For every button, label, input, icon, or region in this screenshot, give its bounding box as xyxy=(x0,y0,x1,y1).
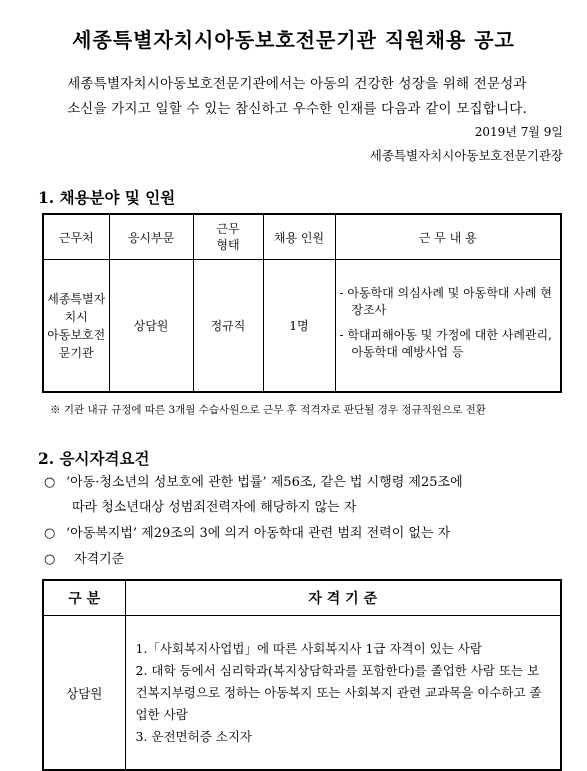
condition-item-1-continued: 따라 청소년대상 성범죄전력자에 해당하지 않는 자 xyxy=(72,500,357,515)
criteria-item: 3. 운전면허증 소지자 xyxy=(135,728,252,744)
criteria-item: 2. 대학 등에서 심리학과(복지상담학과를 포함한다)를 졸업한 사람 또는 보건복지부령으로 정하는 아동복지 또는 사회복지 관련 교과목을 이수하고 졸업한 사람 xyxy=(135,662,542,722)
criteria-item: 1.「사회복지사업법」에 따른 사회복지사 1급 자격이 있는 사람 xyxy=(135,640,482,656)
circle-bullet-icon: ○ xyxy=(44,526,56,541)
section-heading-recruitment: 1. 채용분야 및 인원 xyxy=(38,188,176,207)
cell-count: 1명 xyxy=(263,260,335,393)
table-row xyxy=(43,260,561,393)
header-criteria: 자 격 기 준 xyxy=(125,580,561,616)
intro-line-1: 세종특별자치시아동보호전문기관에서는 아동의 건강한 성장을 위해 전문성과 xyxy=(67,76,527,92)
header-type: 근무 형태 xyxy=(193,214,263,260)
intro-line-2: 소신을 가지고 일할 수 있는 참신하고 우수한 인재를 다음과 같이 모집합니다. xyxy=(67,101,527,117)
condition-text: ‘아동·청소년의 성보호에 관한 법률’ 제56조, 같은 법 시행령 제25조에 xyxy=(66,475,463,490)
header-workplace: 근무처 xyxy=(43,214,109,260)
cell-criteria xyxy=(125,616,561,771)
intro-paragraph xyxy=(22,72,572,122)
condition-text: 자격기준 xyxy=(74,552,125,567)
page-title: 세종특별자치시아동보호전문기관 직원채용 공고 xyxy=(72,28,515,52)
table-row xyxy=(43,616,561,771)
duty-item: - 학대피해아동 및 가정에 대한 사례관리, 아동학대 예방사업 등 xyxy=(339,328,552,359)
recruitment-table-header xyxy=(43,214,561,260)
issuer-name: 세종특별자치시아동보호전문기관장 xyxy=(369,148,563,163)
condition-text: ‘아동복지법’ 제29조의 3에 의거 아동학대 관련 범죄 전력이 없는 자 xyxy=(66,526,451,541)
duty-item: - 아동학대 의심사례 및 아동학대 사례 현장조사 xyxy=(339,286,552,317)
circle-bullet-icon: ○ xyxy=(44,552,56,567)
cell-type: 정규직 xyxy=(193,260,263,393)
cell-category: 상담원 xyxy=(43,616,125,771)
header-count: 채용 인원 xyxy=(263,214,335,260)
cell-duties xyxy=(335,260,561,393)
header-category: 구 분 xyxy=(43,580,125,616)
announcement-date: 2019년 7월 9일 xyxy=(474,125,563,139)
circle-bullet-icon: ○ xyxy=(44,475,56,490)
cell-field: 상담원 xyxy=(109,260,193,393)
header-duties: 근 무 내 용 xyxy=(335,214,561,260)
condition-item-3 xyxy=(44,547,124,572)
qualification-table-header xyxy=(43,580,561,616)
condition-item-1 xyxy=(44,470,554,495)
probation-note: ※ 기관 내규 규정에 따른 3개월 수습사원으로 근무 후 적격자로 판단될 경우 정규직원으로 전환 xyxy=(50,404,486,416)
qualification-table xyxy=(42,579,562,771)
condition-item-2 xyxy=(44,521,450,546)
cell-workplace: 세종특별자치시 아동보호전문기관 xyxy=(43,260,109,393)
recruitment-table xyxy=(42,213,562,393)
section-heading-qualifications: 2. 응시자격요건 xyxy=(38,449,150,468)
header-field: 응시부문 xyxy=(109,214,193,260)
